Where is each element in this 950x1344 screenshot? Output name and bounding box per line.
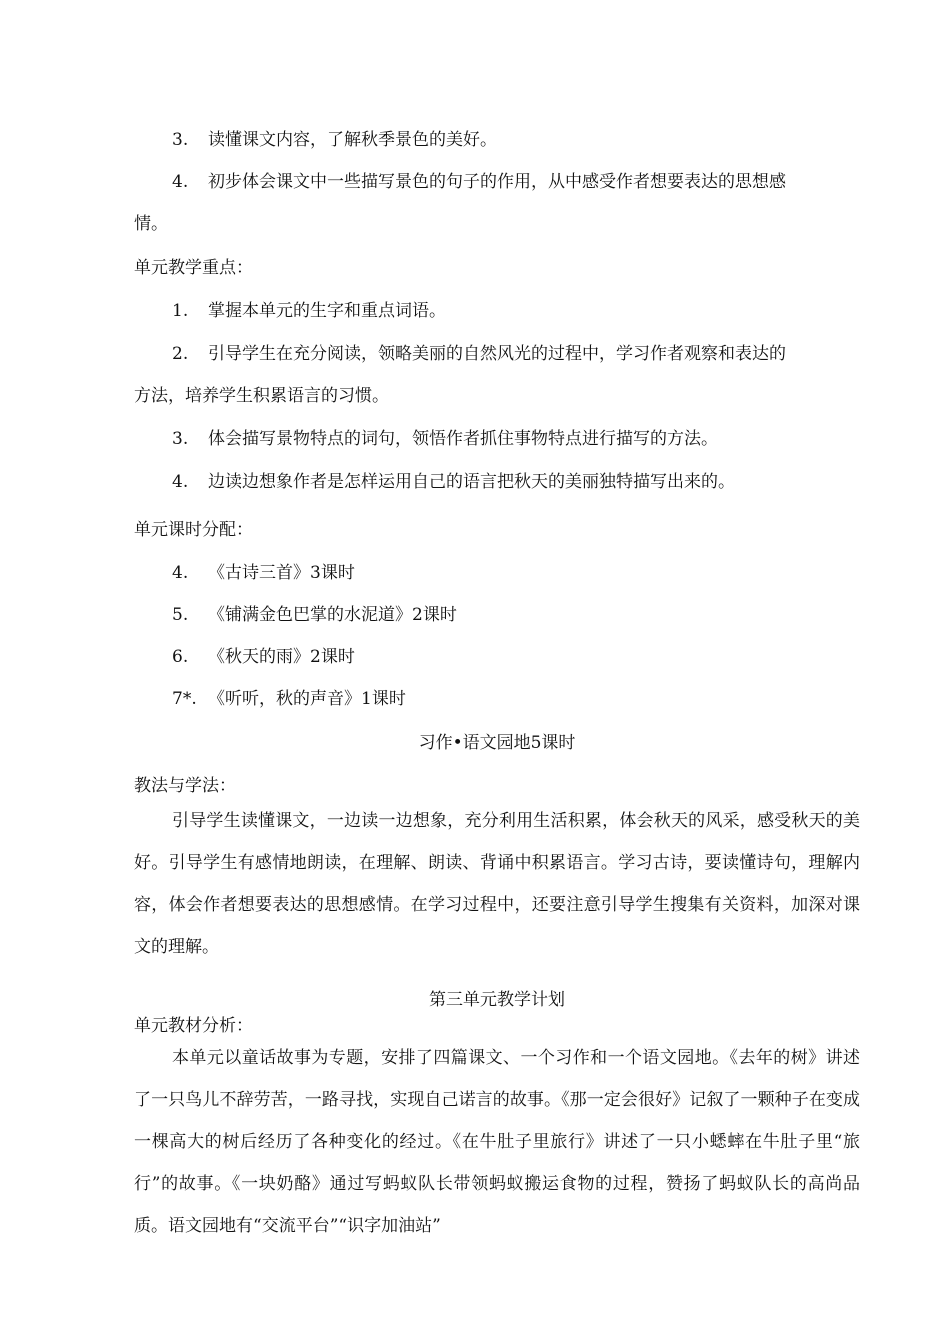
goal-item-3 [172, 128, 497, 152]
analysis-heading: 单元教材分析： [134, 1016, 253, 1036]
schedule-item-7 [172, 687, 406, 711]
schedule-heading: 单元课时分配： [134, 520, 253, 540]
goal-item-4-wrap: 情。 [134, 214, 168, 234]
schedule-center-line: 习作•语文园地5课时 [418, 733, 576, 753]
schedule-item-4 [172, 561, 355, 585]
schedule-item-6 [172, 645, 355, 669]
methods-paragraph: 引导学生读懂课文，一边读一边想象，充分利用生活积累，体会秋天的风采，感受秋天的美好。引导学生有感情地朗读，在理解、朗读、背诵中积累语言。学习古诗，要读懂诗句，理解内容，体会作者想要表达的思想感情。在学习过程中，还要注意引导学生搜集有关资料，加深对课文的理解。 [134, 811, 860, 957]
item-number: 2. [172, 344, 189, 364]
item-text: 《秋天的雨》2课时 [208, 647, 355, 667]
item-text: 初步体会课文中一些描写景色的句子的作用，从中感受作者想要表达的思想感 [208, 172, 786, 192]
item-number: 4. [172, 472, 189, 492]
item-number: 7*. [172, 689, 197, 709]
item-number: 4. [172, 172, 189, 192]
focus-item-1 [172, 299, 446, 323]
methods-heading: 教法与学法： [134, 776, 236, 796]
item-number: 4. [172, 563, 189, 583]
item-text: 《古诗三首》3课时 [208, 563, 355, 583]
item-text: 读懂课文内容，了解秋季景色的美好。 [208, 130, 497, 150]
unit-plan-title: 第三单元教学计划 [429, 990, 565, 1010]
item-text: 引导学生在充分阅读，领略美丽的自然风光的过程中，学习作者观察和表达的 [208, 344, 786, 364]
item-text: 边读边想象作者是怎样运用自己的语言把秋天的美丽独特描写出来的。 [208, 472, 735, 492]
schedule-item-5 [172, 603, 457, 627]
item-text: 《听听，秋的声音》1课时 [208, 689, 406, 709]
item-number: 3. [172, 130, 189, 150]
item-text: 体会描写景物特点的词句，领悟作者抓住事物特点进行描写的方法。 [208, 429, 718, 449]
item-text: 《铺满金色巴掌的水泥道》2课时 [208, 605, 457, 625]
focus-item-2-wrap: 方法，培养学生积累语言的习惯。 [134, 386, 389, 406]
focus-heading: 单元教学重点： [134, 258, 253, 278]
focus-item-3 [172, 427, 718, 451]
analysis-paragraph: 本单元以童话故事为专题，安排了四篇课文、一个习作和一个语文园地。《去年的树》讲述了一只鸟儿不辞劳苦，一路寻找，实现自己诺言的故事。《那一定会很好》记叙了一颗种子在变成一棵高大的树后经历了各种变化的经过。《在牛肚子里旅行》讲述了一只小蟋蟀在牛肚子里“旅行”的故事。《一块奶酪》通过写蚂蚁队长带领蚂蚁搬运食物的过程，赞扬了蚂蚁队长的高尚品质。语文园地有“交流平台”“识字加油站” [134, 1048, 860, 1236]
item-number: 1. [172, 301, 189, 321]
item-number: 3. [172, 429, 189, 449]
focus-item-4 [172, 470, 735, 494]
item-number: 6. [172, 647, 189, 667]
item-number: 5. [172, 605, 189, 625]
goal-item-4 [172, 170, 786, 194]
focus-item-2 [172, 342, 786, 366]
item-text: 掌握本单元的生字和重点词语。 [208, 301, 446, 321]
